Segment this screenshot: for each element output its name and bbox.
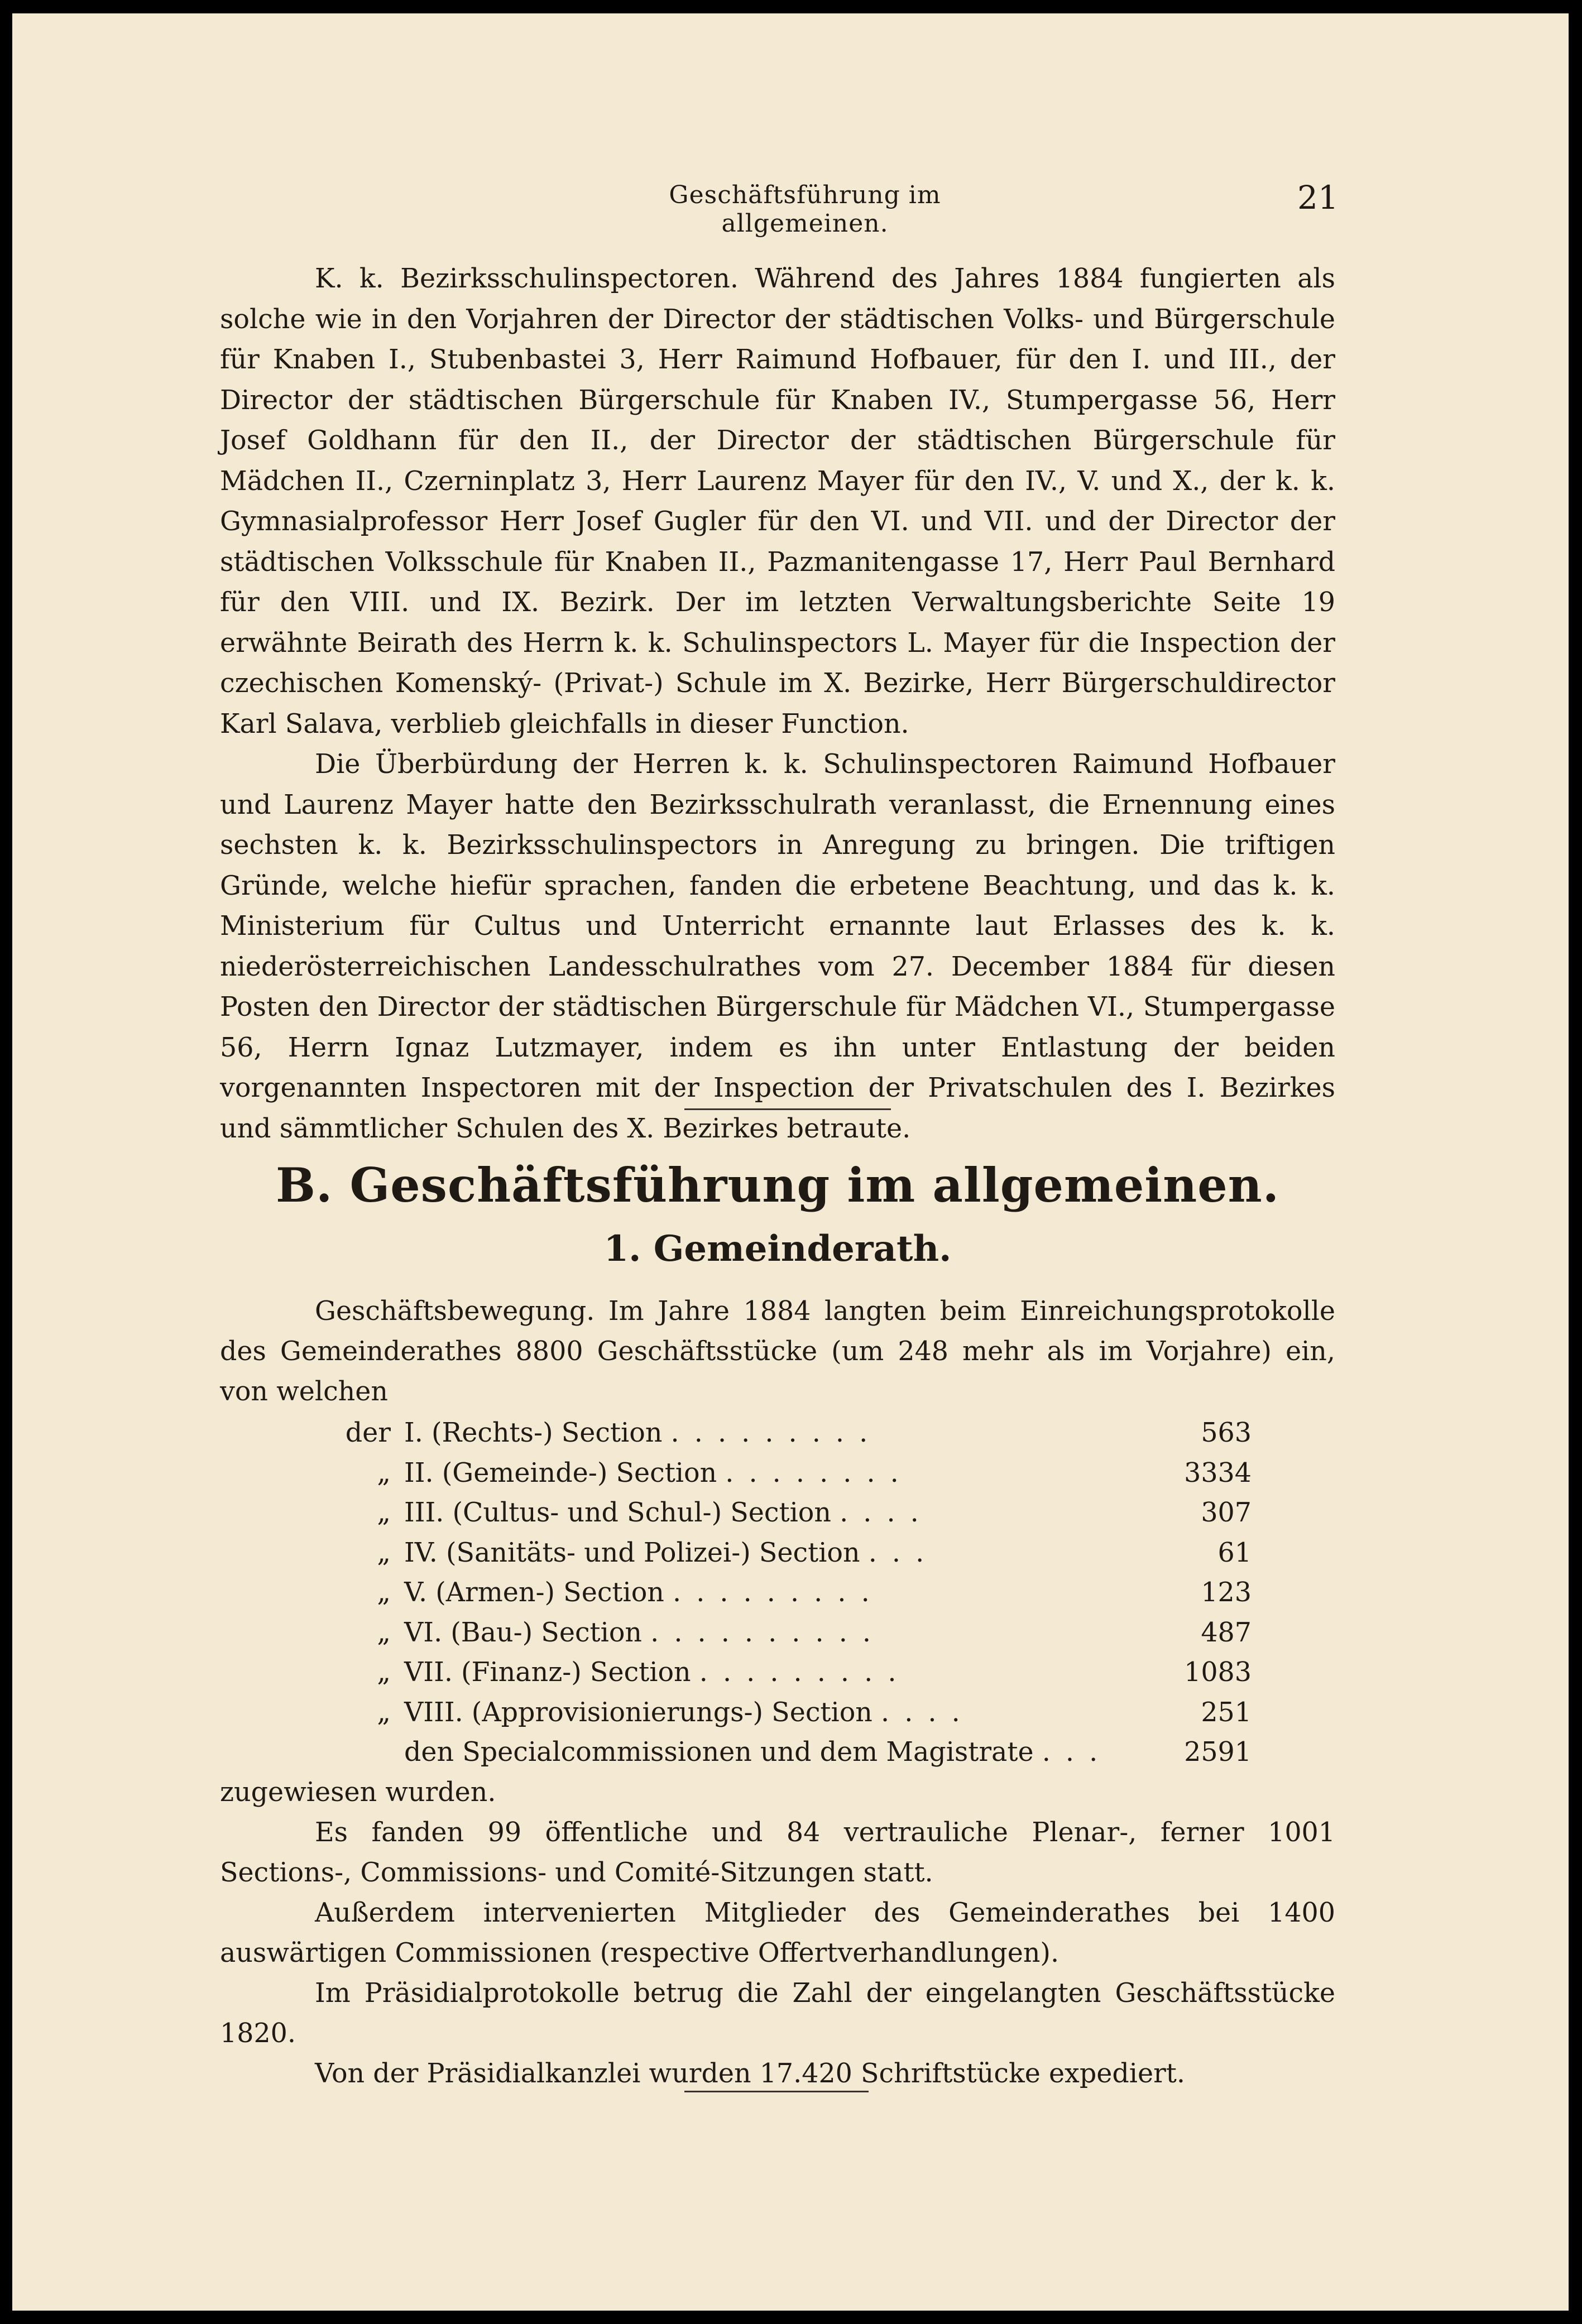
row-label: VI. (Bau-) Section [404, 1617, 643, 1648]
row-label: II. (Gemeinde-) Section [404, 1457, 717, 1488]
row-prefix: der [345, 1418, 391, 1449]
row-value: 1083 [1184, 1657, 1252, 1688]
page-number: 21 [1297, 179, 1339, 217]
row-value: 2591 [1184, 1737, 1252, 1768]
row-value: 251 [1201, 1697, 1252, 1728]
list-item [220, 1453, 1335, 1494]
row-value: 307 [1201, 1497, 1252, 1529]
separator-rule [684, 1108, 891, 1110]
paragraph-bezirksschulinspectoren: K. k. Bezirksschulinspectoren. Während des Jahres 1884 fungierten als solche wie in den Vorjahren der Director der städtischen Volks- und Bürgerschule für Knaben I., Stubenbastei 3, Herr Raimund Hofbauer, für den I. und III., der Director der städtischen Bürgerschule für Knaben IV., Stumpergasse 56, Herr Josef Goldhann für den II., der Director der städtischen Bürgerschule für Mädchen II., Czerninplatz 3, Herr Laurenz Mayer für den IV., V. und X., der k. k. Gymnasialprofessor Herr Josef Gugler für den VI. und VII. und der Director der städtischen Volksschule für Knaben II., Pazmanitengasse 17, Herr Paul Bernhard für den VIII. und IX. Bezirk. Der im letzten Verwaltungsberichte Seite 19 erwähnte Beirath des Herrn k. k. Schulinspectors L. Mayer für die Inspection der czechischen Komenský- (Privat-) Schule im X. Bezirke, Herr Bürgerschuldirector Karl Salava, verblieb gleichfalls in dieser Function. [220, 263, 1335, 740]
list-item [220, 1613, 1335, 1653]
row-label: VIII. (Approvisionierungs-) Section [404, 1697, 873, 1728]
paragraph-praesidialkanzlei: Von der Präsidialkanzlei wurden 17.420 Schriftstücke expediert. [315, 2058, 1185, 2089]
row-value: 487 [1201, 1617, 1252, 1648]
list-item [220, 1653, 1335, 1693]
row-label: IV. (Sanitäts- und Polizei-) Section [404, 1537, 860, 1568]
list-item [220, 1493, 1335, 1533]
list-item [220, 1732, 1335, 1773]
row-leader-dots: . . . . . . . . . [699, 1657, 900, 1688]
row-value: 123 [1201, 1577, 1252, 1608]
list-item [220, 1533, 1335, 1573]
row-leader-dots: . . . [868, 1537, 928, 1568]
paragraph-sitzungen: Es fanden 99 öffentliche und 84 vertrauliche Plenar-, ferner 1001 Sections-, Commissions- und Comité-Sitzungen statt. [220, 1817, 1335, 1888]
paragraph-geschaeftsbewegung: Geschäftsbewegung. Im Jahre 1884 langten beim Einreichungsprotokolle des Gemeinderathes 8800 Geschäftsstücke (um 248 mehr als im Vorjahre) ein, von welchen [220, 1296, 1335, 1407]
row-leader-dots: . . . . [881, 1697, 963, 1728]
row-prefix: „ [377, 1537, 391, 1568]
row-leader-dots: . . . [1042, 1737, 1101, 1768]
row-prefix: „ [377, 1577, 391, 1608]
row-prefix: „ [377, 1457, 391, 1488]
list-item [220, 1413, 1335, 1453]
paragraph-praesidialprotokoll: Im Präsidialprotokolle betrug die Zahl der eingelangten Geschäftsstücke 1820. [220, 1977, 1335, 2049]
row-leader-dots: . . . . . . . . [725, 1457, 902, 1488]
row-prefix: „ [377, 1697, 391, 1728]
section-b-text [220, 1291, 1335, 2094]
row-label: VII. (Finanz-) Section [404, 1657, 691, 1688]
row-value: 3334 [1184, 1457, 1252, 1488]
row-value: 61 [1217, 1537, 1252, 1568]
row-label: V. (Armen-) Section [404, 1577, 664, 1608]
paragraph-ueberbuerdung: Die Überbürdung der Herren k. k. Schulinspectoren Raimund Hofbauer und Laurenz Mayer hatte den Bezirksschulrath veranlasst, die Ernennung eines sechsten k. k. Bezirksschulinspectors in Anregung zu bringen. Die triftigen Gründe, welche hiefür sprachen, fanden die erbetene Beachtung, und das k. k. Ministerium für Cultus und Unterricht ernannte laut Erlasses des k. k. niederösterreichischen Landesschulrathes vom 27. December 1884 für diesen Posten den Director der städtischen Bürgerschule für Mädchen VI., Stumpergasse 56, Herrn Ignaz Lutzmayer, indem es ihn unter Entlastung der beiden vorgenannten Inspectoren mit der Inspection der Privatschulen des I. Bezirkes und sämmtlicher Schulen des X. Bezirkes betraute. [220, 749, 1335, 1144]
row-prefix: „ [377, 1617, 391, 1648]
paragraph-zugewiesen: zugewiesen wurden. [220, 1776, 496, 1808]
row-leader-dots: . . . . . . . . . [670, 1418, 871, 1449]
row-label: den Specialcommissionen und dem Magistrate [404, 1737, 1034, 1768]
row-prefix: „ [377, 1657, 391, 1688]
row-label: I. (Rechts-) Section [404, 1418, 663, 1449]
list-item [220, 1573, 1335, 1613]
list-item [220, 1693, 1335, 1733]
row-prefix: „ [377, 1497, 391, 1529]
separator-rule-bottom [684, 2091, 869, 2092]
section-heading: B. Geschäftsführung im allgemeinen. [275, 1158, 1279, 1213]
row-leader-dots: . . . . . . . . . [673, 1577, 873, 1608]
subsection-heading: 1. Gemeinderath. [603, 1228, 952, 1270]
row-value: 563 [1201, 1418, 1252, 1449]
section-a-text [220, 259, 1335, 1149]
row-label: III. (Cultus- und Schul-) Section [404, 1497, 831, 1529]
row-leader-dots: . . . . [840, 1497, 922, 1529]
paragraph-commissionen: Außerdem intervenierten Mitglieder des Gemeinderathes bei 1400 auswärtigen Commissionen (respective Offertverhandlungen). [220, 1897, 1335, 1968]
page [12, 13, 1569, 2311]
section-list [220, 1413, 1335, 1773]
row-leader-dots: . . . . . . . . . . [650, 1617, 875, 1648]
running-head: Geschäftsführung im allgemeinen. [669, 181, 941, 238]
